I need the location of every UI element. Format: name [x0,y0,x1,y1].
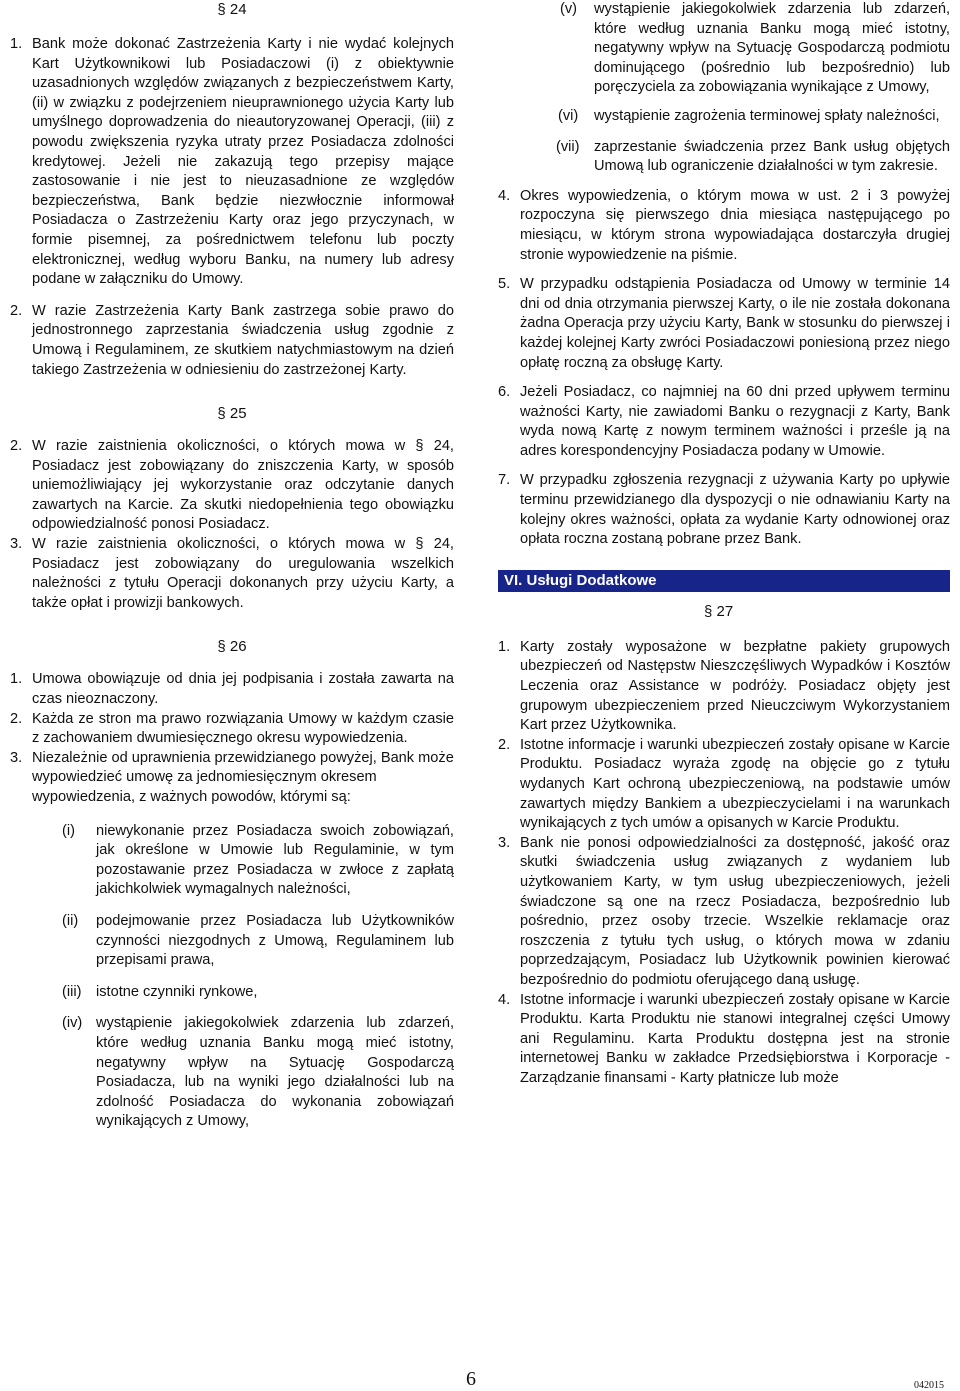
section-26-item-5-text: W przypadku odstąpienia Posiadacza od Umowy w terminie 14 dni od dnia otrzymania pierwszej Karty, o ile nie została dokonana żadna Operacja przy użyciu Karty, Bank w stosunku do pierwszej i każdej kolejnej Karty zwróci Posiadaczowi poniesioną przez niego opłatę roczną za obsługę Karty. [520,276,950,371]
section-26-item-3-ii: (ii) podejmowanie przez Posiadacza lub Użytkowników czynności niezgodnych z Umową, Regulaminem lub przepisami prawa, [62,912,454,969]
section-26-item-3-vi: (vi) wystąpienie zagrożenia terminowej spłaty należności, [558,107,940,124]
section-26-item-3-iv-text: wystąpienie jakiegokolwiek zdarzenia lub zdarzeń, które według uznania Banku mogą mieć istotny, negatywny wpływ na Sytuację Gospodarczą Posiadacza, lub na wyniki jego działalności lub na zdolność Posiadacza do wykonania zobowiązań wynikających z Umowy, [96,1015,454,1130]
section-26-item-3-text: Niezależnie od uprawnienia przewidzianego powyżej, Bank może wypowiedzieć umowę za jednomiesięcznym okresem wypowiedzenia, z ważnych powodów, którymi są: [32,749,454,805]
section-27-item-4: 4. Istotne informacje i warunki ubezpieczeń zostały opisane w Karcie Produktu. Karta Produktu nie stanowi integralnej części Umowy ani Regulaminu. Karta Produktu dostępna jest na stronie internetowej Banku w zakładce Przedsiębiorstwa i Korporacje - Zarządzanie finansami - Karty płatnicze lub może [498,991,950,1086]
chapter-heading: VI. Usługi Dodatkowe [498,570,950,592]
section-26-item-1-text: Umowa obowiązuje od dnia jej podpisania i została zawarta na czas nieoznaczony. [32,671,454,708]
section-26-item-3-vi-text: wystąpienie zagrożenia terminowej spłaty należności, [594,107,940,124]
section-26-item-3-ii-text: podejmowanie przez Posiadacza lub Użytkowników czynności niezgodnych z Umową, Regulaminem lub przepisami prawa, [96,912,454,969]
section-26-title: § 26 [10,637,454,657]
section-25-item-3: 3. W razie zaistnienia okoliczności, o których mowa w § 24, Posiadacz jest zobowiązany do uregulowania wszelkich należności z tytułu Operacji dokonanych przy użyciu Karty, a także opłat i prowizji bankowych. [10,536,454,611]
section-25-item-3-text: W razie zaistnienia okoliczności, o których mowa w § 24, Posiadacz jest zobowiązany do uregulowania wszelkich należności z tytułu Operacji dokonanych przy użyciu Karty, a także opłat i prowizji bankowych. [32,536,454,611]
section-26-item-3-vii: (vii) zaprzestanie świadczenia przez Bank usług objętych Umową lub ograniczenie działalności w tym zakresie. [556,138,950,175]
section-26-item-7-text: W przypadku zgłoszenia rezygnacji z używania Karty po upływie terminu przewidzianego dla dyspozycji o nie odnawianiu Karty na kolejny okres ważności, opłata za wydanie Karty odnowionej oraz opłata roczna zostaną pobrane przez Bank. [520,472,950,548]
section-27-item-4-text: Istotne informacje i warunki ubezpieczeń zostały opisane w Karcie Produktu. Karta Produktu nie stanowi integralnej części Umowy ani Regulaminu. Karta Produktu dostępna jest na stronie internetowej Banku w zakładce Przedsiębiorstwa i Korporacje - Zarządzanie finansami - Karty płatnicze lub może [520,991,950,1086]
section-24-item-1: 1. Bank może dokonać Zastrzeżenia Karty i nie wydać kolejnych Kart Użytkownikowi lub Posiadaczowi (i) z obiektywnie uzasadnionych względów związanych z bezpieczeństwem Karty, (ii) w związku z podejrzeniem nieuprawnionego użycia Karty lub umyślnego doprowadzenia do nieautoryzowanej Operacji, (iii) z powodu zwiększenia ryzyka utraty przez Posiadacza zdolności kredytowej. Jeżeli nie zakazują tego przepisy mające zastosowanie i nie jest to nieuzasadnione ze względów bezpieczeństwa, Bank będzie niezwłocznie informował Posiadacza o Zastrzeżeniu Karty oraz jego przyczynach, w formie pisemnej, za pośrednictwem telefonu lub poczty elektronicznej, według wyboru Banku, na numery lub adresy podane w załączniku do Umowy. [10,36,454,288]
section-26-item-3: 3. Niezależnie od uprawnienia przewidzianego powyżej, Bank może wypowiedzieć umowę za jednomiesięcznym okresem wypowiedzenia, z ważnych powodów, którymi są: [10,749,454,805]
section-26-item-1: 1. Umowa obowiązuje od dnia jej podpisania i została zawarta na czas nieoznaczony. [10,671,454,708]
section-24-item-2: 2. W razie Zastrzeżenia Karty Bank zastrzega sobie prawo do jednostronnego zaprzestania świadczenia usług zgodnie z Umową i Regulaminem, ze skutkiem natychmiastowym na dzień takiego Zastrzeżenia w odniesieniu do zastrzeżonej Karty. [10,302,454,378]
section-26-item-3-iii-text: istotne czynniki rynkowe, [96,983,258,1000]
section-26-item-6: 6. Jeżeli Posiadacz, co najmniej na 60 dni przed upływem terminu ważności Karty, nie zawiadomi Banku o rezygnacji z Karty, Bank wyda nową Kartę z nowym terminem ważności i prześle ją na adres korespondencyjny Posiadacza podany w Umowie. [498,384,950,459]
section-26-item-7: 7. W przypadku zgłoszenia rezygnacji z używania Karty po upływie terminu przewidzianego dla dyspozycji o nie odnawianiu Karty na kolejny okres ważności, opłata za wydanie Karty odnowionej oraz opłata roczna zostaną pobrane przez Bank. [498,472,950,548]
section-27-item-2: 2. Istotne informacje i warunki ubezpieczeń zostały opisane w Karcie Produktu. Posiadacz wyraża zgodę na objęcie go z tytułu wydanych Kart ochroną ubezpieczeniową, na podstawie umów zawartych między Bankiem a ubezpieczycielami i na warunkach wynikających z tych umów a opisanych w Karcie Produktu. [498,736,950,832]
section-26-item-3-i-text: niewykonanie przez Posiadacza swoich zobowiązań, jak określone w Umowie lub Regulaminie, w tym pozostawanie przez Posiadacza w zwłoce z zapłatą jakichkolwiek wymagalnych należności, [96,822,454,898]
section-26-item-3-vii-text: zaprzestanie świadczenia przez Bank usług objętych Umową lub ograniczenie działalności w tym zakresie. [594,138,950,175]
section-25-title: § 25 [10,404,454,424]
section-27-item-2-text: Istotne informacje i warunki ubezpieczeń zostały opisane w Karcie Produktu. Posiadacz wyraża zgodę na objęcie go z tytułu wydanych Kart ochroną ubezpieczeniową, na podstawie umów zawartych między Bankiem a ubezpieczycielami i na warunkach wynikających z tych umów a opisanych w Karcie Produktu. [520,736,950,832]
section-24-item-2-text: W razie Zastrzeżenia Karty Bank zastrzega sobie prawo do jednostronnego zaprzestania świadczenia usług zgodnie z Umową i Regulaminem, ze skutkiem natychmiastowym na dzień takiego Zastrzeżenia w odniesieniu do zastrzeżonej Karty. [32,302,454,378]
section-24-title: § 24 [10,0,454,20]
right-column [498,0,950,1089]
section-26-item-2-text: Każda ze stron ma prawo rozwiązania Umowy w każdym czasie z zachowaniem dwumiesięcznego okresu wypowiedzenia. [32,710,454,747]
section-26-item-3-v-text: wystąpienie jakiegokolwiek zdarzenia lub zdarzeń, które według uznania Banku mogą mieć istotny, negatywny wpływ na Sytuację Gospodarczą podmiotu dominującego (pośrednio lub bezpośrednio) lub poręczyciela za zobowiązania wynikające z Umowy, [594,1,950,96]
section-26-item-5: 5. W przypadku odstąpienia Posiadacza od Umowy w terminie 14 dni od dnia otrzymania pierwszej Karty, o ile nie została dokonana żadna Operacja przy użyciu Karty, Bank w stosunku do pierwszej i każdej kolejnej Karty zwróci Posiadaczowi poniesioną przez niego opłatę roczną za obsługę Karty. [498,276,950,371]
section-26-item-3-iv: (iv) wystąpienie jakiegokolwiek zdarzenia lub zdarzeń, które według uznania Banku mogą mieć istotny, negatywny wpływ na Sytuację Gospodarczą Posiadacza, lub na wyniki jego działalności lub na zdolność Posiadacza do wykonania zobowiązań wynikających z Umowy, [62,1015,454,1130]
left-column [10,0,454,1132]
section-26-item-4-text: Okres wypowiedzenia, o którym mowa w ust. 2 i 3 powyżej rozpoczyna się pierwszego dnia miesiąca następującego po miesiącu, w którym strona wypowiadająca dostarczyła drugiej stronie wypowiedzenie na piśmie. [520,187,950,263]
section-25-item-2-text: W razie zaistnienia okoliczności, o których mowa w § 24, Posiadacz jest zobowiązany do zniszczenia Karty, w sposób uniemożliwiający jej wykorzystanie oraz odczytanie danych zawartych na Karcie. Za skutki niedopełnienia tego obowiązku odpowiedzialność ponosi Posiadacz. [32,438,454,533]
section-24-item-1-text: Bank może dokonać Zastrzeżenia Karty i nie wydać kolejnych Kart Użytkownikowi lub Posiadaczowi (i) z obiektywnie uzasadnionych względów związanych z bezpieczeństwem Karty, (ii) w związku z podejrzeniem nieuprawnionego użycia Karty lub umyślnego doprowadzenia do nieautoryzowanej Operacji, (iii) z powodu zwiększenia ryzyka utraty przez Posiadacza zdolności kredytowej. Jeżeli nie zakazują tego przepisy mające zastosowanie i nie jest to nieuzasadnione ze względów bezpieczeństwa, Bank będzie niezwłocznie informował Posiadacza o Zastrzeżeniu Karty oraz jego przyczynach, w formie pisemnej, za pośrednictwem telefonu lub poczty elektronicznej, według wyboru Banku, na numery lub adresy podane w załączniku do Umowy. [32,36,454,288]
section-26-item-2: 2. Każda ze stron ma prawo rozwiązania Umowy w każdym czasie z zachowaniem dwumiesięcznego okresu wypowiedzenia. [10,710,454,747]
section-26-item-3-i: (i) niewykonanie przez Posiadacza swoich zobowiązań, jak określone w Umowie lub Regulaminie, w tym pozostawanie przez Posiadacza w zwłoce z zapłatą jakichkolwiek wymagalnych należności, [62,822,454,898]
section-26-item-4: 4. Okres wypowiedzenia, o którym mowa w ust. 2 i 3 powyżej rozpoczyna się pierwszego dnia miesiąca następującego po miesiącu, w którym strona wypowiadająca dostarczyła drugiej stronie wypowiedzenie na piśmie. [498,187,950,263]
section-26-item-3-v: (v) wystąpienie jakiegokolwiek zdarzenia lub zdarzeń, które według uznania Banku mogą mieć istotny, negatywny wpływ na Sytuację Gospodarczą podmiotu dominującego (pośrednio lub bezpośrednio) lub poręczyciela za zobowiązania wynikające z Umowy, [560,1,950,96]
page-number: 6 [466,1368,476,1390]
section-27-title: § 27 [498,602,950,622]
section-26-item-6-text: Jeżeli Posiadacz, co najmniej na 60 dni przed upływem terminu ważności Karty, nie zawiadomi Banku o rezygnacji z Karty, Bank wyda nową Kartę z nowym terminem ważności i prześle ją na adres korespondencyjny Posiadacza podany w Umowie. [520,384,950,459]
section-27-item-3: 3. Bank nie ponosi odpowiedzialności za dostępność, jakość oraz skutki świadczenia usług związanych z wydaniem lub użytkowaniem Karty, w tym usług ubezpieczeniowych, jeżeli świadczone są one na rzecz Posiadacza, bezpośrednio lub pośrednio, przez osoby trzecie. Wszelkie reklamacje oraz roszczenia z tytułu tych usług, o których mowa w zdaniu poprzedzającym, Posiadacz lub Użytkownik powinien kierować bezpośrednio do podmiotu oferującego daną usługę. [498,834,950,988]
document-code: 042015 [914,1380,944,1391]
section-26-item-3-iii: (iii) istotne czynniki rynkowe, [62,983,258,1000]
section-27-item-3-text: Bank nie ponosi odpowiedzialności za dostępność, jakość oraz skutki świadczenia usług związanych z wydaniem lub użytkowaniem Karty, w tym usług ubezpieczeniowych, jeżeli świadczone są one na rzecz Posiadacza, bezpośrednio lub pośrednio, przez osoby trzecie. Wszelkie reklamacje oraz roszczenia z tytułu tych usług, o których mowa w zdaniu poprzedzającym, Posiadacz lub Użytkownik powinien kierować bezpośrednio do podmiotu oferującego daną usługę. [520,834,950,988]
section-25-item-2: 2. W razie zaistnienia okoliczności, o których mowa w § 24, Posiadacz jest zobowiązany do zniszczenia Karty, w sposób uniemożliwiający jej wykorzystanie oraz odczytanie danych zawartych na Karcie. Za skutki niedopełnienia tego obowiązku odpowiedzialność ponosi Posiadacz. [10,438,454,533]
section-27-item-1-text: Karty zostały wyposażone w bezpłatne pakiety grupowych ubezpieczeń od Następstw Nieszczęśliwych Wypadków i Kosztów Leczenia oraz Assistance w podróży. Posiadacz objęty jest grupowym ubezpieczeniem przed Nieuczciwym Wykorzystaniem Kart przez Użytkownika. [520,638,950,734]
section-27-item-1: 1. Karty zostały wyposażone w bezpłatne pakiety grupowych ubezpieczeń od Następstw Nieszczęśliwych Wypadków i Kosztów Leczenia oraz Assistance w podróży. Posiadacz objęty jest grupowym ubezpieczeniem przed Nieuczciwym Wykorzystaniem Kart przez Użytkownika. [498,638,950,734]
